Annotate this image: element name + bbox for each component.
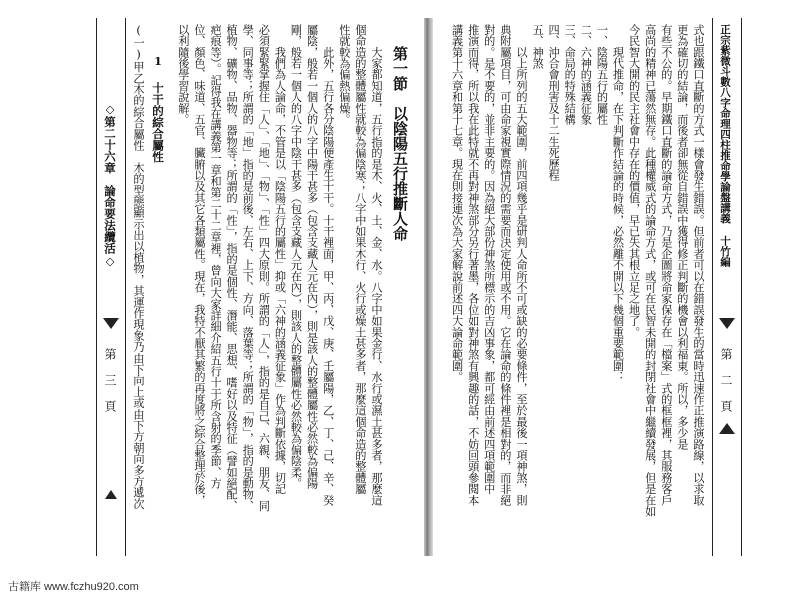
text-column: 位、顏色、味道、五官、臟腑以及其它各類屬性。現在，我特不厭其繁的再度將之綜合整理於後， [192, 24, 206, 506]
running-header: 正宗紫微斗數八字命理四柱推命學論盤講義 十竹編 [719, 24, 731, 267]
book-gutter [423, 18, 433, 556]
text-column: 性就較為偏熱偏燥。 [337, 24, 351, 125]
text-column: 更為確切的結論，而後者卻無從自錯誤中獲得修正判斷的機會以利福東。所以，多少是 [675, 24, 689, 450]
right-page-header-strip [710, 18, 744, 556]
text-column: 有些不公的。早期鐵口直斷的論命方式，乃是企圖將命家保存在「檔案」式的框框裡，其服務客戶 [659, 24, 673, 506]
text-column: 疤痕等）。記得我在講義第一章和第二十二章裡，曾向大家詳細介紹五行十干所含射的季節、方 [209, 24, 223, 489]
page-number: 第 三 頁 [103, 348, 117, 412]
text-column: 必須緊緊掌握住「人」、「地」、「物」、「性」四大原則。所謂的「人」，指的是自己、六親、朋友、同 [257, 24, 271, 512]
up-triangle-icon [719, 423, 735, 434]
text-column: 屬陰，般若一個人的八字中陽干甚多（包含支藏人元在內），則是該人的整體屬性必然較為偏陽 [305, 24, 319, 489]
footer-watermark: 古籍库 www.fczhu920.com [8, 581, 139, 593]
text-column: 以利隨後學習說解。 [176, 24, 190, 125]
text-column: 學、同事等；所謂的「地」指的是前後、左右、上下、方向、落葉等；所謂的「物」，指的是動物、 [241, 24, 255, 512]
text-column: 高尚的精神已蕩然無存。此種權威式的論命方式，或可在民智未開的封閉社會中繼續發展，但是在如 [643, 24, 657, 517]
text-column: 五、神煞 [531, 24, 545, 69]
text-column: 大家都知道，五行指的是木、火、土、金、水。八字中如果金行、水行或濕土甚多者，那麼這 [370, 24, 383, 506]
left-page-last-column [130, 24, 146, 550]
page-number: 第 二 頁 [719, 348, 733, 412]
down-triangle-icon [719, 318, 735, 329]
text-column: 式也跟鐵口直斷的方式一樣會發生錯誤。但前者可以在錯誤發生的當時迅速作正推演路線，以求取 [692, 24, 705, 506]
right-page [432, 18, 744, 556]
text-column: 典附屬項目，可由命家視實際情況的需要而決定使用或不用。它在論命的條件裡是相對的，而非絕 [498, 24, 512, 506]
text-column: 以上所列的五大範圍，前四項幾乎是研判人命所不可或缺的必要條件，至於最後一項神煞，則 [514, 24, 528, 506]
left-page-body [150, 24, 384, 550]
left-page-header-strip [94, 18, 128, 556]
text-column: 一、陰陽五行的屬性 [595, 24, 609, 125]
text-column: 今民智大開的民主社會中存在的價值，早已失其根立足之地了。 [627, 24, 641, 338]
running-header: ◇第二十六章 論命要法纜活◇ [103, 102, 117, 268]
right-page-body [440, 24, 706, 550]
text-column: 四、沖合會刑害及十二生死歷程 [547, 24, 561, 181]
down-triangle-icon [103, 318, 119, 329]
text-column: 現代推命，在下判斷作結論的時候，必然離不開以下幾個重要範圍： [611, 24, 625, 383]
text-column: (一)甲乙木的綜合屬性 木的型態顯示出以植物，其運作現象乃由下向上或由下方朝向多方遞次 [132, 24, 145, 510]
subsection-heading [150, 54, 166, 163]
subsection-title: 十干的綜合屬性 [151, 82, 165, 163]
text-column: 推演而得，所以我在此特就不再對神煞部分另行著墨，各位如對神煞有興趣的話，不妨回頭參閱本 [466, 24, 480, 506]
subsection-number: 1 [151, 54, 165, 68]
book-spread [92, 18, 747, 556]
text-column: 個命造的整體屬性就較為偏陰寒；八字中如果木行、火行或燥土甚多者，那麼這個命造的整體屬 [353, 24, 367, 495]
text-column: 對的。是不要的，並非主要的。因為絕大部份神煞所標示的吉凶事象，都可經由前述四項範圍中 [482, 24, 496, 495]
text-column: 植物、礦物、品物、器物等；所謂的「性」，指的是個性、潛能、思想、嗜好以及特征（譬如絕配、 [225, 24, 239, 512]
section-title: 第一節 以陰陽五行推斷人命 [391, 46, 409, 241]
text-column: 此外，五行各分陰陽便產生十干。十干裡面，甲、丙、戊、庚、壬屬陽，乙、丁、己、辛、癸 [321, 24, 335, 506]
text-column: 講義第十六章和第十七章。現在則接連次為大家解說前述四大論命範圍。 [450, 24, 464, 383]
text-column: 我們為人論命，不管是以「陰陽五行的屬性」抑或「六神的涵義征象」作為判斷依據，切記 [273, 24, 287, 495]
text-column: 剛，般若一個人的八字中陰干甚多（包含支藏人元在內），則該人的整體屬性必然較為偏陰柔。 [289, 24, 303, 489]
up-triangle-icon [105, 490, 117, 499]
left-page [92, 18, 424, 556]
text-column: 二、六神的涵義征象 [579, 24, 593, 125]
text-column: 三、命局的特殊結構 [563, 24, 577, 125]
